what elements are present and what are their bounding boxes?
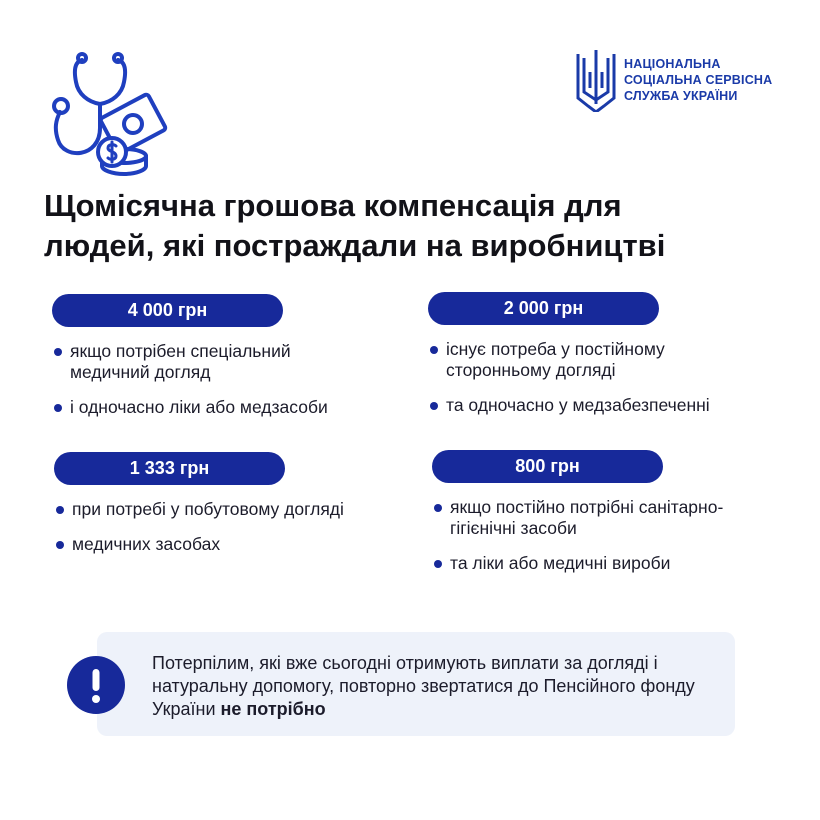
list-item: якщо постійно потрібні санітарно-гігієнічні засоби (432, 497, 752, 539)
condition-list (52, 341, 362, 418)
amount-badge: 800 грн (432, 450, 663, 483)
condition-list (54, 499, 354, 555)
notice-main-text: Потерпілим, які вже сьогодні отримують виплати за догляді і натуральну допомогу, повторно звертатися до Пенсійного фонду України (152, 653, 695, 719)
list-item: якщо потрібен спеціальний медичний догляд (52, 341, 362, 383)
amount-badge: 1 333 грн (54, 452, 285, 485)
amount-badge: 4 000 грн (52, 294, 283, 327)
brand-line-1: НАЦІОНАЛЬНА (624, 57, 721, 71)
list-item: існує потреба у постійному сторонньому догляді (428, 339, 768, 381)
condition-list (428, 339, 768, 416)
amount-badge: 2 000 грн (428, 292, 659, 325)
brand-line-3: СЛУЖБА УКРАЇНИ (624, 89, 738, 103)
compensation-card-4000 (52, 294, 372, 432)
list-item: і одночасно ліки або медзасоби (52, 397, 362, 418)
notice-text (152, 652, 732, 721)
ministry-logo (574, 48, 772, 112)
compensation-card-2000 (428, 292, 788, 430)
list-item: та ліки або медичні вироби (432, 553, 752, 574)
exclamation-icon (67, 656, 125, 714)
page-title (44, 186, 784, 266)
title-line-1: Щомісячна грошова компенсація для (44, 188, 622, 223)
list-item: медичних засобах (54, 534, 354, 555)
title-line-2: людей, які постраждали на виробництві (44, 228, 666, 263)
brand-line-2: СОЦІАЛЬНА СЕРВІСНА (624, 73, 773, 87)
notice-emphasis: не потрібно (220, 699, 326, 719)
compensation-card-800 (432, 450, 782, 588)
list-item: при потребі у побутовому догляді (54, 499, 354, 520)
compensation-card-1333 (54, 452, 374, 569)
trident-logo-icon (574, 48, 618, 112)
list-item: та одночасно у медзабезпеченні (428, 395, 768, 416)
stethoscope-money-icon (44, 48, 174, 178)
condition-list (432, 497, 752, 574)
